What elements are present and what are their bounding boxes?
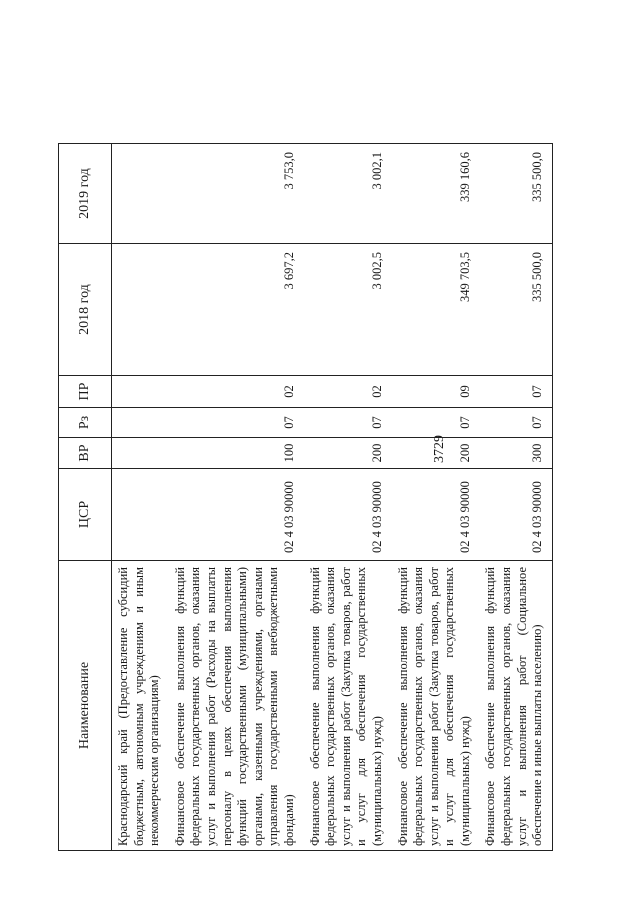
row-vr: 300 [479,438,552,469]
row-2018: 335 500,0 [479,244,552,376]
row-name: Финансовое обеспечение выполнения функций федеральных государственных органов, оказания услуг и выполнения работ (Социальное обеспечение и иные выплаты населению) [479,561,552,851]
row-csr: 02 4 03 90000 [392,469,480,561]
row-vr: 100 [169,438,304,469]
row-name: Краснодарский край (Предоставление субсидий бюджетным, автономным учреждениям и иным некоммерческим организациям) [112,561,169,851]
header-pr: ПР [59,376,112,408]
row-pr: 07 [479,376,552,408]
header-name: Наименование [59,561,112,851]
row-rz [112,408,169,438]
header-csr: ЦСР [59,469,112,561]
row-csr [112,469,169,561]
row-vr [112,438,169,469]
row-pr: 02 [169,376,304,408]
table-row [112,144,169,851]
row-csr: 02 4 03 90000 [169,469,304,561]
header-2019: 2019 год [59,144,112,244]
table-row [392,144,480,851]
row-2018: 349 703,5 [392,244,480,376]
row-rz: 07 [304,408,392,438]
header-row [59,144,112,851]
table-row [304,144,392,851]
table-row [479,144,552,851]
row-2019: 3 002,1 [304,144,392,244]
row-name: Финансовое обеспечение выполнения функций федеральных государственных органов, оказания услуг и выполнения работ (Закупка товаров, работ и услуг для обеспечения государственных (муниципальных) нужд) [304,561,392,851]
row-2019: 335 500,0 [479,144,552,244]
row-csr: 02 4 03 90000 [304,469,392,561]
header-2018: 2018 год [59,244,112,376]
row-csr: 02 4 03 90000 [479,469,552,561]
row-2019: 339 160,6 [392,144,480,244]
page-number: 3729 [432,435,447,463]
row-rz: 07 [479,408,552,438]
row-2018 [112,244,169,376]
row-2019: 3 753,0 [169,144,304,244]
row-rz: 07 [169,408,304,438]
header-vr: ВР [59,438,112,469]
row-name: Финансовое обеспечение выполнения функций федеральных государственных органов, оказания услуг и выполнения работ (Закупка товаров, работ и услуг для обеспечения государственных (муниципальных) нужд) [392,561,480,851]
row-pr: 02 [304,376,392,408]
row-pr: 09 [392,376,480,408]
row-2018: 3 697,2 [169,244,304,376]
row-vr: 200 [304,438,392,469]
row-2019 [112,144,169,244]
budget-table [58,143,553,851]
row-2018: 3 002,5 [304,244,392,376]
row-rz: 07 [392,408,480,438]
row-name: Финансовое обеспечение выполнения функций федеральных государственных органов, оказания услуг и выполнения работ (Расходы на выплаты персоналу в целях обеспечения выполнения функций государственными (муниципальными) органами, казенными учреждениями, органами управления государственными внебюджетными фондами) [169,561,304,851]
header-rz: Рз [59,408,112,438]
table-row [169,144,304,851]
row-pr [112,376,169,408]
row-vr: 200 [392,438,480,469]
